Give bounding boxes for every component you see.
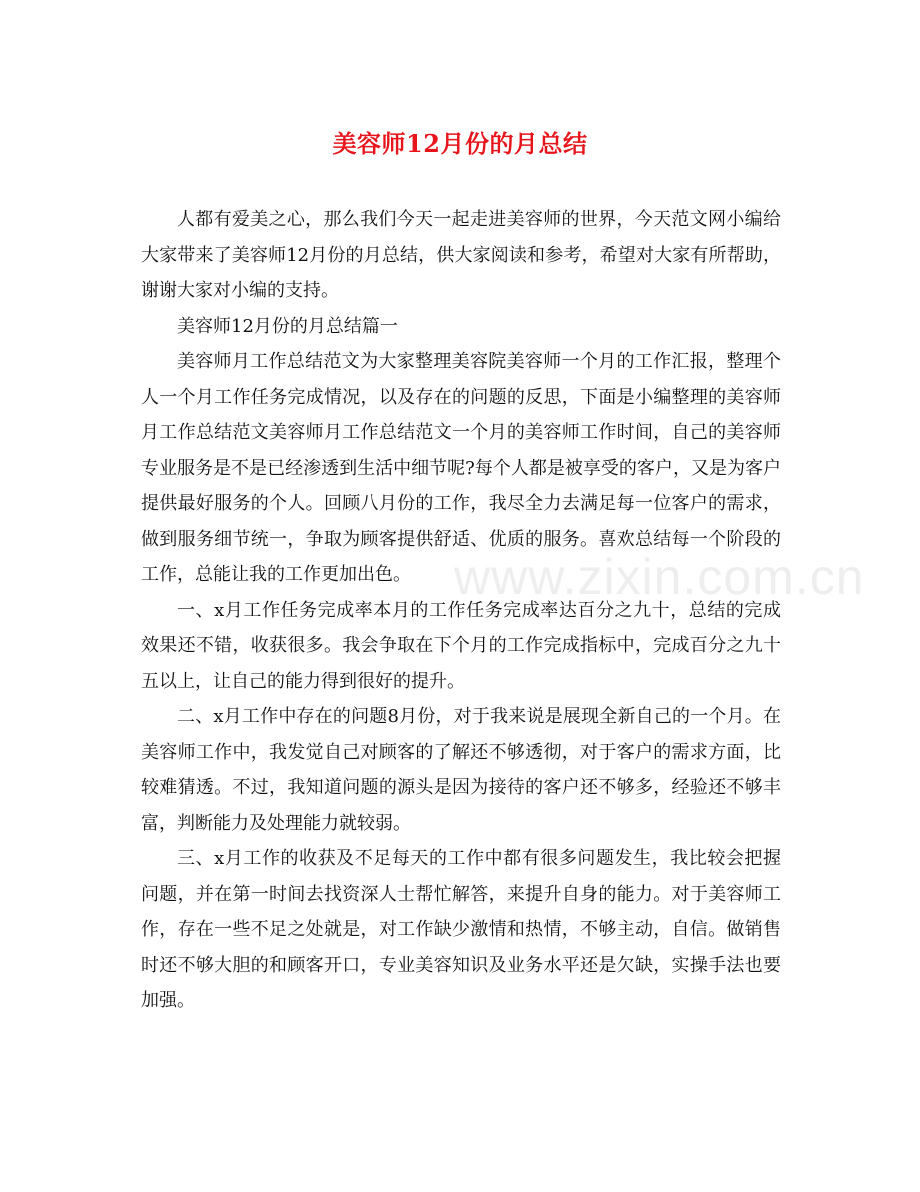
document-body bbox=[141, 202, 781, 1019]
section-heading: 美容师12月份的月总结篇一 bbox=[177, 315, 398, 337]
intro-paragraph: 人都有爱美之心，那么我们今天一起走进美容师的世界，今天范文网小编给大家带来了美容师12月份的月总结，供大家阅读和参考，希望对大家有所帮助，谢谢大家对小编的支持。 bbox=[141, 209, 781, 301]
body-paragraph: 美容师月工作总结范文为大家整理美容院美容师一个月的工作汇报，整理个人一个月工作任务完成情况，以及存在的问题的反思，下面是小编整理的美容师月工作总结范文美容师月工作总结范文一个月的美容师工作时间，自己的美容师专业服务是不是已经渗透到生活中细节呢?每个人都是被享受的客户，又是为客户提供最好服务的个人。回顾八月份的工作，我尽全力去满足每一位客户的需求，做到服务细节统一，争取为顾客提供舒适、优质的服务。喜欢总结每一个阶段的工作，总能让我的工作更加出色。 bbox=[141, 351, 781, 585]
section-one-paragraph: 一、x月工作任务完成率本月的工作任务完成率达百分之九十，总结的完成效果还不错，收获很多。我会争取在下个月的工作完成指标中，完成百分之九十五以上，让自己的能力得到很好的提升。 bbox=[141, 599, 781, 692]
section-two-paragraph: 二、x月工作中存在的问题8月份，对于我来说是展现全新自己的一个月。在美容师工作中，我发觉自己对顾客的了解还不够透彻，对于客户的需求方面，比较难猜透。不过，我知道问题的源头是因为接待的客户还不够多，经验还不够丰富，判断能力及处理能力就较弱。 bbox=[141, 706, 781, 834]
document-title: 美容师12月份的月总结 bbox=[332, 129, 588, 158]
watermark: www.zixin.com.cn bbox=[454, 549, 865, 605]
section-three-paragraph: 三、x月工作的收获及不足每天的工作中都有很多问题发生，我比较会把握问题，并在第一时间去找资深人士帮忙解答，来提升自身的能力。对于美容师工作，存在一些不足之处就是，对工作缺少激情和热情，不够主动，自信。做销售时还不够大胆的和顾客开口，专业美容知识及业务水平还是欠缺，实操手法也要加强。 bbox=[141, 848, 781, 1011]
